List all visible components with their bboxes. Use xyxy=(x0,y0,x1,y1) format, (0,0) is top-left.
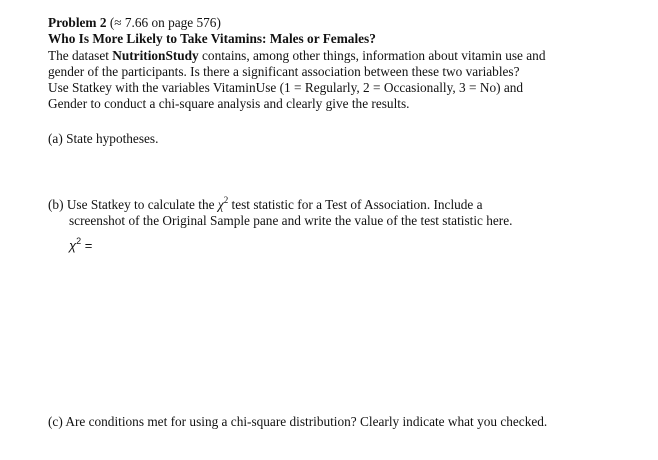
part-c xyxy=(48,414,648,430)
problem-reference: (≈ 7.66 on page 576) xyxy=(109,15,221,30)
problem-number: Problem 2 xyxy=(48,15,107,30)
dataset-name: NutritionStudy xyxy=(112,47,199,63)
answer-chi-exponent: 2 xyxy=(76,236,82,246)
problem-header xyxy=(48,15,648,113)
chi-square-answer-label xyxy=(69,238,92,254)
part-b xyxy=(48,197,648,230)
intro-line-1 xyxy=(48,48,648,64)
part-b-line-2: screenshot of the Original Sample pane and write the value of the test statistic here. xyxy=(69,213,513,229)
intro-text-before-dataset: The dataset xyxy=(48,47,113,63)
intro-line-3: Use Statkey with the variables VitaminUse (1 = Regularly, 2 = Occasionally, 3 = No) and xyxy=(48,80,524,96)
answer-chi-symbol: χ xyxy=(69,238,77,253)
intro-line-4: Gender to conduct a chi-square analysis and clearly give the results. xyxy=(48,96,410,112)
part-a xyxy=(48,131,648,147)
problem-heading-line xyxy=(48,15,648,31)
intro-text-line1-rest: contains, among other things, information about vitamin use and xyxy=(198,47,546,63)
intro-line-2: gender of the participants. Is there a significant association between these two variables? xyxy=(48,63,520,79)
chi-exponent: 2 xyxy=(223,195,229,205)
part-c-text: (c) Are conditions met for using a chi-square distribution? Clearly indicate what you checked. xyxy=(48,414,548,429)
part-b-text-after-chi: test statistic for a Test of Association. Include a xyxy=(228,197,483,212)
part-b-text-before-chi: (b) Use Statkey to calculate the xyxy=(48,197,218,212)
chi-symbol: χ xyxy=(217,197,224,212)
part-b-line-1 xyxy=(48,197,648,213)
part-a-text: (a) State hypotheses. xyxy=(48,131,159,146)
answer-equals: = xyxy=(81,238,93,253)
problem-title: Who Is More Likely to Take Vitamins: Males or Females? xyxy=(48,31,376,47)
